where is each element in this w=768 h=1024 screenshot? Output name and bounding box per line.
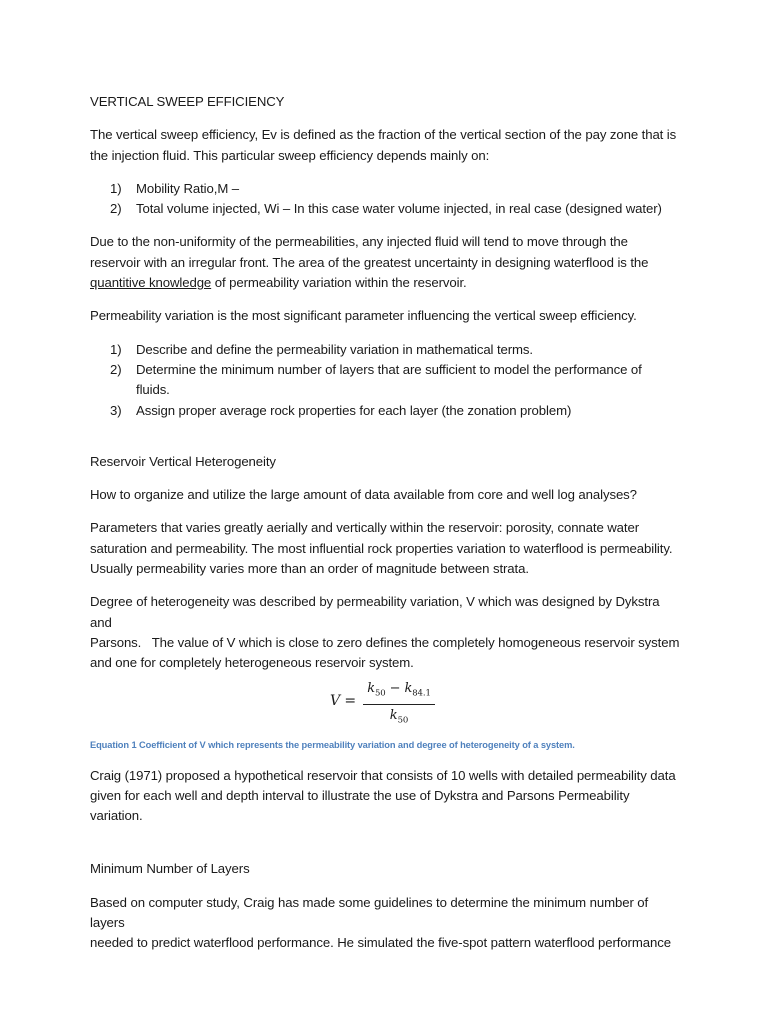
list-item-number: 2) [110,361,122,377]
list-item-number: 3) [110,402,122,418]
equation-symbol: k [389,708,398,724]
paragraph-craig [90,766,680,827]
equation-operator: − [385,680,405,696]
paragraph-non-uniformity [90,232,680,293]
paragraph-permeability-variation: Permeability variation is the most significant parameter influencing the vertical sweep efficiency. [90,308,637,324]
paragraph-line: The vertical sweep efficiency, Ev is defined as the fraction of the vertical section of the pay zone that is [90,127,677,143]
paragraph-parameters [90,518,680,579]
paragraph-line: reservoir with an irregular front. The area of the greatest uncertainty in designing waterflood is the [90,254,649,270]
paragraph-line: given for each well and depth interval to illustrate the use of Dykstra and Parsons Permeability variation. [90,787,630,824]
paragraph-text: of permeability variation within the reservoir. [211,275,467,291]
section-heading-minimum-layers: Minimum Number of Layers [90,861,250,877]
list-item [90,360,680,401]
paragraph-line: and one for completely heterogeneous reservoir system. [90,655,414,671]
list-item-text: Total volume injected, Wi – In this case water volume injected, in real case (designed water) [136,201,662,217]
list-item [90,401,680,421]
list-item [90,179,680,199]
paragraph-line: Due to the non-uniformity of the permeabilities, any injected fluid will tend to move through the [90,234,628,250]
paragraph-degree-heterogeneity [90,592,680,673]
equation-permeability-variation [90,680,680,726]
list-item-text: Determine the minimum number of layers that are sufficient to model the performance of [136,361,642,377]
list-dependencies [90,179,680,220]
paragraph-line: Degree of heterogeneity was described by permeability variation, V which was designed by Dykstra and [90,594,660,630]
paragraph-line: Craig (1971) proposed a hypothetical reservoir that consists of 10 wells with detailed permeability data [90,767,676,783]
equation-subscript: 50 [374,688,386,699]
equation-denominator [363,707,435,730]
list-item [90,340,680,360]
fraction-bar [363,704,435,705]
list-item-text-continued: fluids. [136,382,170,398]
paragraph-line: Parsons. The value of V which is close to zero defines the completely homogeneous reservoir system [90,634,680,650]
list-item [90,199,680,219]
equation-lhs: V = [330,692,356,709]
paragraph-line: saturation and permeability. The most influential rock properties variation to waterflood is permeability. [90,540,673,556]
list-tasks [90,340,680,421]
spacer [90,839,680,859]
underlined-term: quantitive knowledge [90,275,212,291]
paragraph-line: needed to predict waterflood performance. He simulated the five-spot pattern waterflood performance [90,935,671,951]
equation-symbol: k [367,680,375,696]
equation-subscript: 84.1 [412,688,431,699]
list-item-number: 1) [110,341,122,357]
paragraph-line: Parameters that varies greatly aerially and vertically within the reservoir: porosity, connate water [90,520,640,536]
paragraph-definition [90,125,680,166]
document-body [90,92,680,967]
paragraph-line [90,273,680,293]
list-item-number: 2) [110,201,122,217]
equation-caption: Equation 1 Coefficient of V which represents the permeability variation and degree of heterogeneity of a system. [90,739,575,750]
list-item-text: Describe and define the permeability variation in mathematical terms. [136,341,533,357]
paragraph-line: Based on computer study, Craig has made some guidelines to determine the minimum number of layers [90,894,649,931]
paragraph-computer-study [90,893,680,954]
list-item-text: Assign proper average rock properties for each layer (the zonation problem) [136,402,572,418]
equation-numerator [363,680,435,703]
equation-fraction [363,680,435,730]
paragraph-question: How to organize and utilize the large amount of data available from core and well log analyses? [90,487,637,503]
list-item-number: 1) [110,180,122,196]
section-heading-vertical-sweep: VERTICAL SWEEP EFFICIENCY [90,94,285,109]
equation-symbol: k [404,680,413,696]
paragraph-line: Usually permeability varies more than an order of magnitude between strata. [90,561,529,577]
paragraph-line: the injection fluid. This particular sweep efficiency depends mainly on: [90,147,490,163]
spacer [90,434,680,452]
list-item-text: Mobility Ratio,M – [136,180,239,196]
equation-subscript: 50 [397,715,409,726]
section-heading-reservoir-heterogeneity: Reservoir Vertical Heterogeneity [90,453,276,469]
